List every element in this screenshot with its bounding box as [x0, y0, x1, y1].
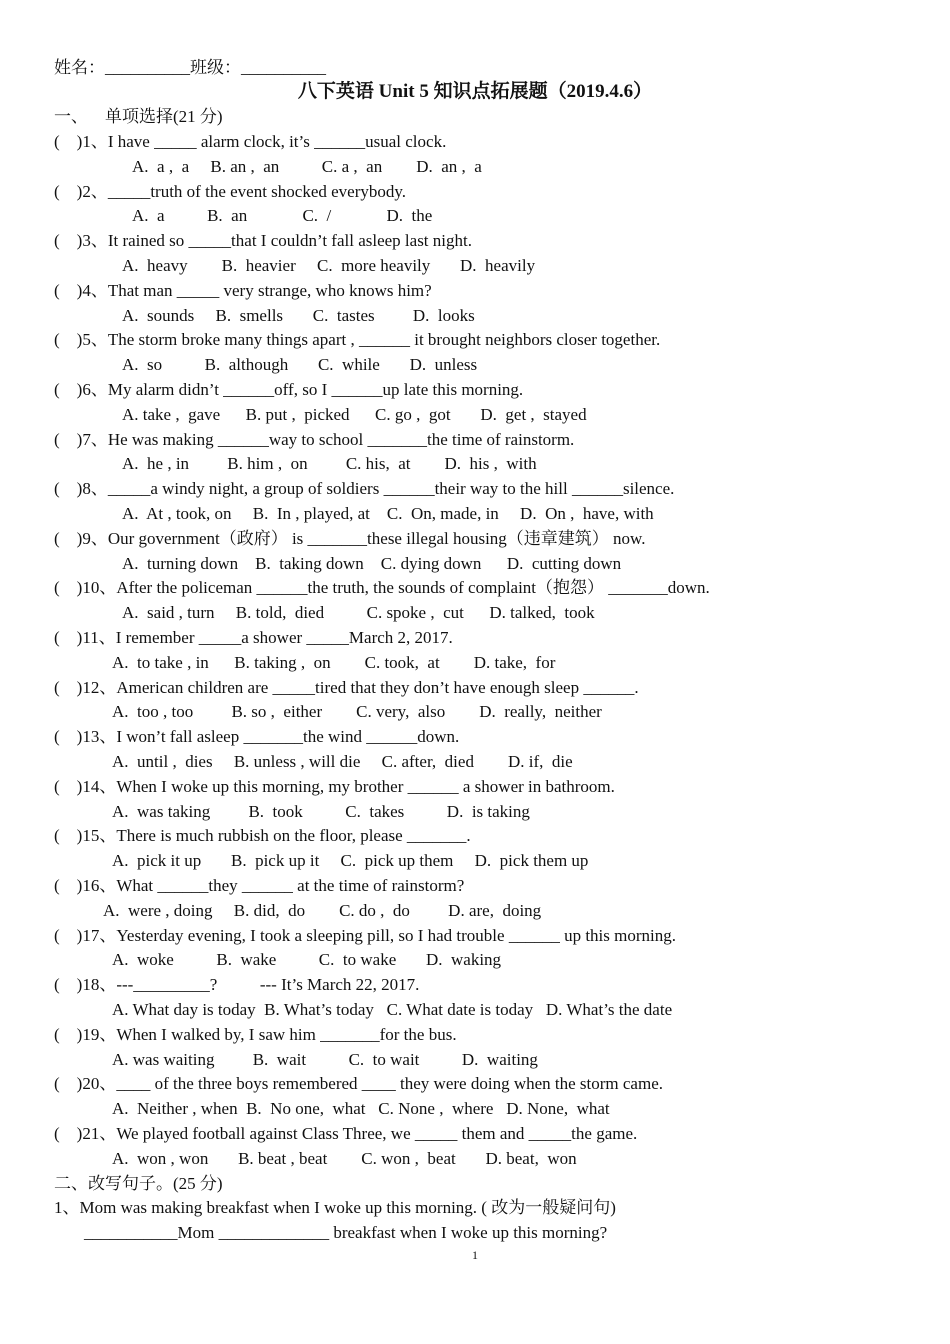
question-options: A. were , doing B. did, do C. do , do D. are, doing [103, 900, 542, 920]
question-options: A. won , won B. beat , beat C. won , beat D. beat, won [112, 1148, 577, 1168]
question-options: A. so B. although C. while D. unless [122, 355, 478, 375]
question-options: A. too , too B. so , either C. very, also D. really, neither [112, 702, 602, 722]
question-options: A. pick it up B. pick up it C. pick up them D. pick them up [112, 851, 589, 871]
question-options: A. Neither , when B. No one, what C. None , where D. None, what [112, 1099, 610, 1119]
question-options: A. a B. an C. / D. the [132, 206, 433, 226]
question-stem: ( )3、It rained so _____that I couldn’t fall asleep last night. [54, 231, 472, 251]
question-stem: ( )1、I have _____ alarm clock, it’s ______usual clock. [54, 132, 447, 151]
question-options: A. What day is today B. What’s today C. What date is today D. What’s the date [112, 1000, 673, 1019]
question-stem: ( )18、---_________? --- It’s March 22, 2017. [54, 975, 420, 995]
question-stem: ( )15、There is much rubbish on the floor, please _______. [54, 826, 471, 846]
name-class-line: 姓名：__________班级：__________ [54, 58, 326, 77]
question-stem: ( )5、The storm broke many things apart , ______ it brought neighbors closer together. [54, 330, 661, 350]
question-stem: ( )19、When I walked by, I saw him _______for the bus. [54, 1024, 457, 1044]
question-stem: ( )20、____ of the three boys remembered ____ they were doing when the storm came. [54, 1074, 663, 1094]
section-1-heading: 一、 单项选择(21 分) [54, 107, 223, 126]
question-options: A. At , took, on B. In , played, at C. On, made, in D. On , have, with [122, 504, 654, 523]
question-stem: ( )21、We played football against Class Three, we _____ them and _____the game. [54, 1124, 638, 1143]
question-stem: ( )8、_____a windy night, a group of soldiers ______their way to the hill ______silence. [54, 479, 675, 499]
page-number: 1 [472, 1248, 478, 1262]
question-options: A. heavy B. heavier C. more heavily D. heavily [122, 256, 536, 275]
question-options: A. said , turn B. told, died C. spoke , cut D. talked, took [122, 603, 595, 623]
question-options: A. until , dies B. unless , will die C. after, died D. if, die [112, 752, 573, 771]
question-stem: ( )17、Yesterday evening, I took a sleeping pill, so I had trouble ______ up this morning. [54, 925, 676, 945]
question-stem: ( )4、That man _____ very strange, who knows him? [54, 280, 432, 300]
question-options: A. woke B. wake C. to wake D. waking [112, 950, 502, 970]
question-stem: ( )6、My alarm didn’t ______off, so I ______up late this morning. [54, 380, 524, 399]
question-stem: ( )16、What ______they ______ at the time of rainstorm? [54, 876, 465, 895]
question-stem: ( )10、After the policeman ______the truth, the sounds of complaint（抱怨） _______down. [54, 578, 710, 598]
question-options: A. a , a B. an , an C. a , an D. an , a [132, 156, 482, 176]
question-options: A. take , gave B. put , picked C. go , got D. get , stayed [122, 404, 587, 424]
question-options: A. he , in B. him , on C. his, at D. his , with [122, 454, 537, 474]
section-2-heading: 二、改写句子。(25 分) [54, 1173, 223, 1193]
question-stem: ( )12、American children are _____tired that they don’t have enough sleep ______. [54, 677, 639, 697]
question-options: A. was waiting B. wait C. to wait D. waiting [112, 1049, 538, 1069]
question-stem: ( )14、When I woke up this morning, my brother ______ a shower in bathroom. [54, 776, 615, 796]
question-stem: ( )2、_____truth of the event shocked everybody. [54, 181, 407, 201]
rewrite-question-1: 1、Mom was making breakfast when I woke up this morning. ( 改为一般疑问句) [54, 1198, 616, 1218]
question-stem: ( )13、I won’t fall asleep _______the wind ______down. [54, 727, 460, 747]
question-stem: ( )9、Our government（政府） is _______these illegal housing（违章建筑） now. [54, 528, 646, 548]
question-options: A. to take , in B. taking , on C. took, at D. take, for [112, 652, 556, 672]
question-options: A. turning down B. taking down C. dying down D. cutting down [122, 553, 622, 573]
question-stem: ( )11、I remember _____a shower _____March 2, 2017. [54, 628, 453, 647]
question-options: A. sounds B. smells C. tastes D. looks [122, 305, 475, 325]
question-options: A. was taking B. took C. takes D. is taking [112, 801, 530, 821]
page-title: 八下英语 Unit 5 知识点拓展题（2019.4.6） [297, 81, 653, 102]
question-stem: ( )7、He was making ______way to school _______the time of rainstorm. [54, 429, 575, 449]
rewrite-question-1-blank: ___________Mom _____________ breakfast when I woke up this morning? [84, 1223, 608, 1243]
